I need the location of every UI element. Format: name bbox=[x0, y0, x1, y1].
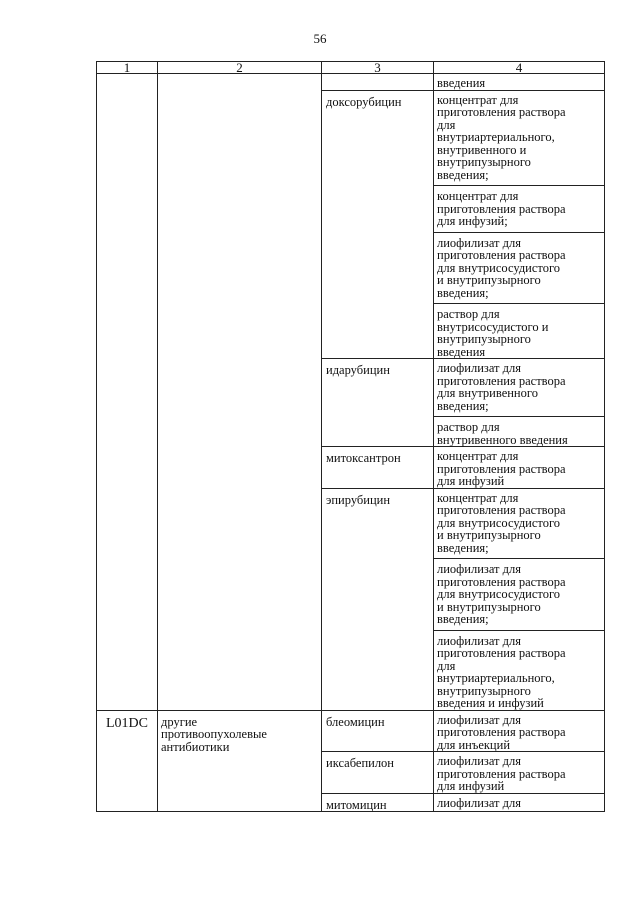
dosage-form: лиофилизат для bbox=[437, 795, 521, 810]
dosage-form: раствор для внутрисосудистого и внутрипузырного введения bbox=[434, 303, 604, 358]
dosage-form: концентрат для приготовления раствора для инфузий bbox=[437, 449, 566, 488]
dosage-form: лиофилизат для приготовления раствора для внутрисосудистого и внутрипузырного введения; bbox=[434, 558, 604, 626]
dosage-form: концентрат для приготовления раствора для инфузий; bbox=[434, 185, 604, 228]
dosage-forms-cell bbox=[434, 793, 605, 812]
dosage-form: лиофилизат для приготовления раствора для внутриартериального, внутрипузырного введения и инфузий bbox=[434, 630, 604, 710]
page-number: 56 bbox=[313, 31, 327, 46]
header-col-4: 4 bbox=[434, 62, 605, 74]
header-col-1: 1 bbox=[97, 62, 158, 74]
group-cell bbox=[158, 74, 322, 711]
header-col-3: 3 bbox=[322, 62, 434, 74]
dosage-forms-cell bbox=[434, 710, 605, 752]
dosage-form: концентрат для приготовления раствора для внутриартериального, внутривенного и внутрипузырного введения; bbox=[437, 92, 566, 182]
drug-name-cell: митоксантрон bbox=[322, 447, 434, 489]
dosage-form: раствор для внутривенного введения bbox=[434, 416, 604, 446]
dosage-forms-cell bbox=[434, 359, 605, 447]
drug-name-cell: идарубицин bbox=[322, 359, 434, 447]
drug-name-cell: доксорубицин bbox=[322, 90, 434, 359]
dosage-form: лиофилизат для приготовления раствора для инфузий bbox=[437, 754, 566, 793]
dosage-forms-cell bbox=[434, 488, 605, 710]
table-row bbox=[97, 74, 605, 91]
dosage-form: лиофилизат для приготовления раствора для внутрисосудистого и внутрипузырного введения; bbox=[434, 232, 604, 300]
group-name: другие противоопухолевые антибиотики bbox=[161, 714, 267, 754]
header-col-2: 2 bbox=[158, 62, 322, 74]
group-cell bbox=[158, 710, 322, 812]
dosage-form: введения bbox=[437, 76, 486, 90]
drug-name-cell: блеомицин bbox=[322, 710, 434, 752]
dosage-forms-cell bbox=[434, 74, 605, 91]
drug-table bbox=[96, 61, 605, 812]
drug-name-cell: иксабепилон bbox=[322, 752, 434, 794]
drug-name-cell bbox=[322, 74, 434, 91]
dosage-forms-cell bbox=[434, 447, 605, 489]
atc-code-cell bbox=[97, 74, 158, 711]
dosage-form: лиофилизат для приготовления раствора для внутривенного введения; bbox=[437, 361, 566, 413]
dosage-forms-cell bbox=[434, 752, 605, 794]
table-row bbox=[97, 710, 605, 752]
atc-code-cell: L01DC bbox=[97, 710, 158, 812]
drug-name-cell: митомицин bbox=[322, 793, 434, 812]
drug-name-cell: эпирубицин bbox=[322, 488, 434, 710]
dosage-form: лиофилизат для приготовления раствора для инъекций bbox=[437, 712, 566, 752]
dosage-form: концентрат для приготовления раствора для внутрисосудистого и внутрипузырного введения; bbox=[437, 490, 566, 555]
dosage-forms-cell bbox=[434, 90, 605, 359]
header-row bbox=[97, 62, 605, 74]
